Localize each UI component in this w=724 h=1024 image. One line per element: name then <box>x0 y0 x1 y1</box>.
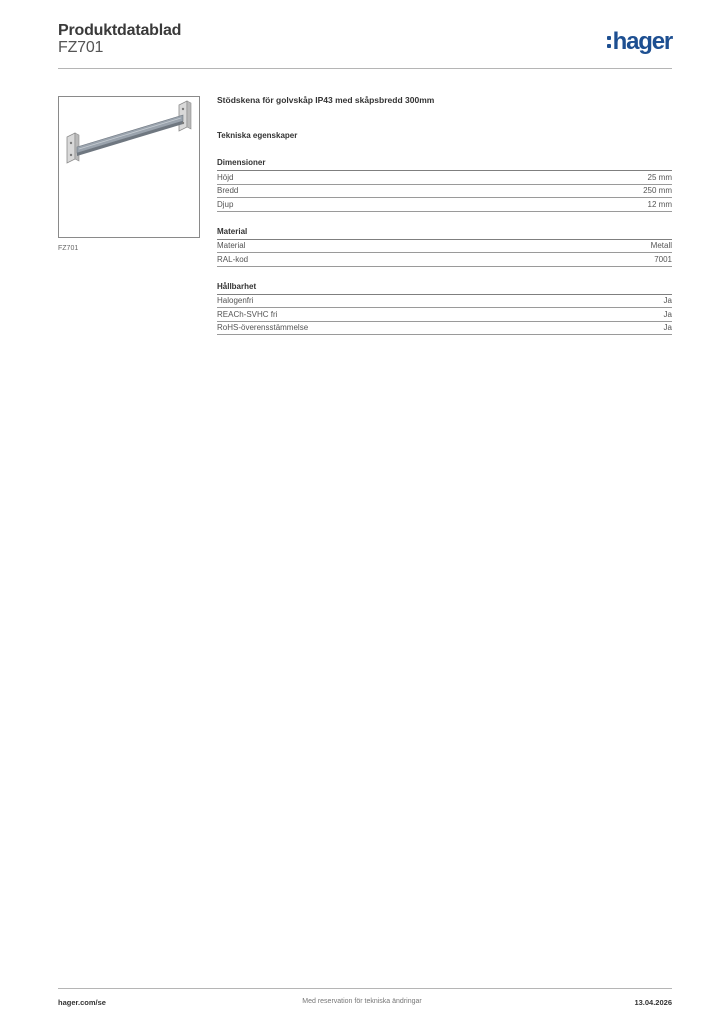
spec-value: Metall <box>650 241 672 251</box>
spec-content <box>217 95 672 335</box>
page-title: Produktdatablad <box>58 22 182 39</box>
spec-value: 250 mm <box>643 186 672 196</box>
footer-disclaimer: Med reservation för tekniska ändringar <box>302 998 422 1005</box>
spec-row <box>217 253 672 267</box>
product-image <box>58 96 200 238</box>
spec-row <box>217 240 672 254</box>
spec-label: Halogenfri <box>217 296 254 306</box>
spec-row <box>217 171 672 185</box>
footer-divider <box>58 988 672 989</box>
spec-value: 12 mm <box>647 199 672 209</box>
logo-dots-icon <box>607 36 611 48</box>
spec-row <box>217 322 672 336</box>
support-rail-icon <box>59 97 199 237</box>
product-title: Stödskena för golvskåp IP43 med skåpsbredd 300mm <box>217 95 435 105</box>
spec-value: 7001 <box>654 254 672 264</box>
spec-label: Bredd <box>217 186 239 196</box>
spec-row <box>217 198 672 212</box>
spec-value: Ja <box>663 323 672 333</box>
spec-label: Material <box>217 241 246 251</box>
group-title-material: Material <box>217 227 672 240</box>
group-title-hallbarhet: Hållbarhet <box>217 282 672 295</box>
spec-row <box>217 185 672 199</box>
logo-text: hager <box>612 28 672 55</box>
image-caption: FZ701 <box>58 245 79 252</box>
header-divider <box>58 68 672 69</box>
spec-row <box>217 308 672 322</box>
group-title-dimensioner: Dimensioner <box>217 158 672 171</box>
spec-row <box>217 295 672 309</box>
spec-label: RoHS-överensstämmelse <box>217 323 309 333</box>
spec-label: RAL-kod <box>217 254 249 264</box>
spec-value: 25 mm <box>647 172 672 182</box>
footer-website-link[interactable]: hager.com/se <box>58 998 106 1007</box>
spec-label: Höjd <box>217 172 234 182</box>
page-subtitle: FZ701 <box>58 39 104 56</box>
spec-label: REACh-SVHC fri <box>217 309 278 319</box>
spec-value: Ja <box>663 296 672 306</box>
spec-label: Djup <box>217 199 234 209</box>
section-title: Tekniska egenskaper <box>217 131 298 140</box>
spec-value: Ja <box>663 309 672 319</box>
hager-logo <box>607 28 672 56</box>
footer-date: 13.04.2026 <box>634 998 672 1007</box>
